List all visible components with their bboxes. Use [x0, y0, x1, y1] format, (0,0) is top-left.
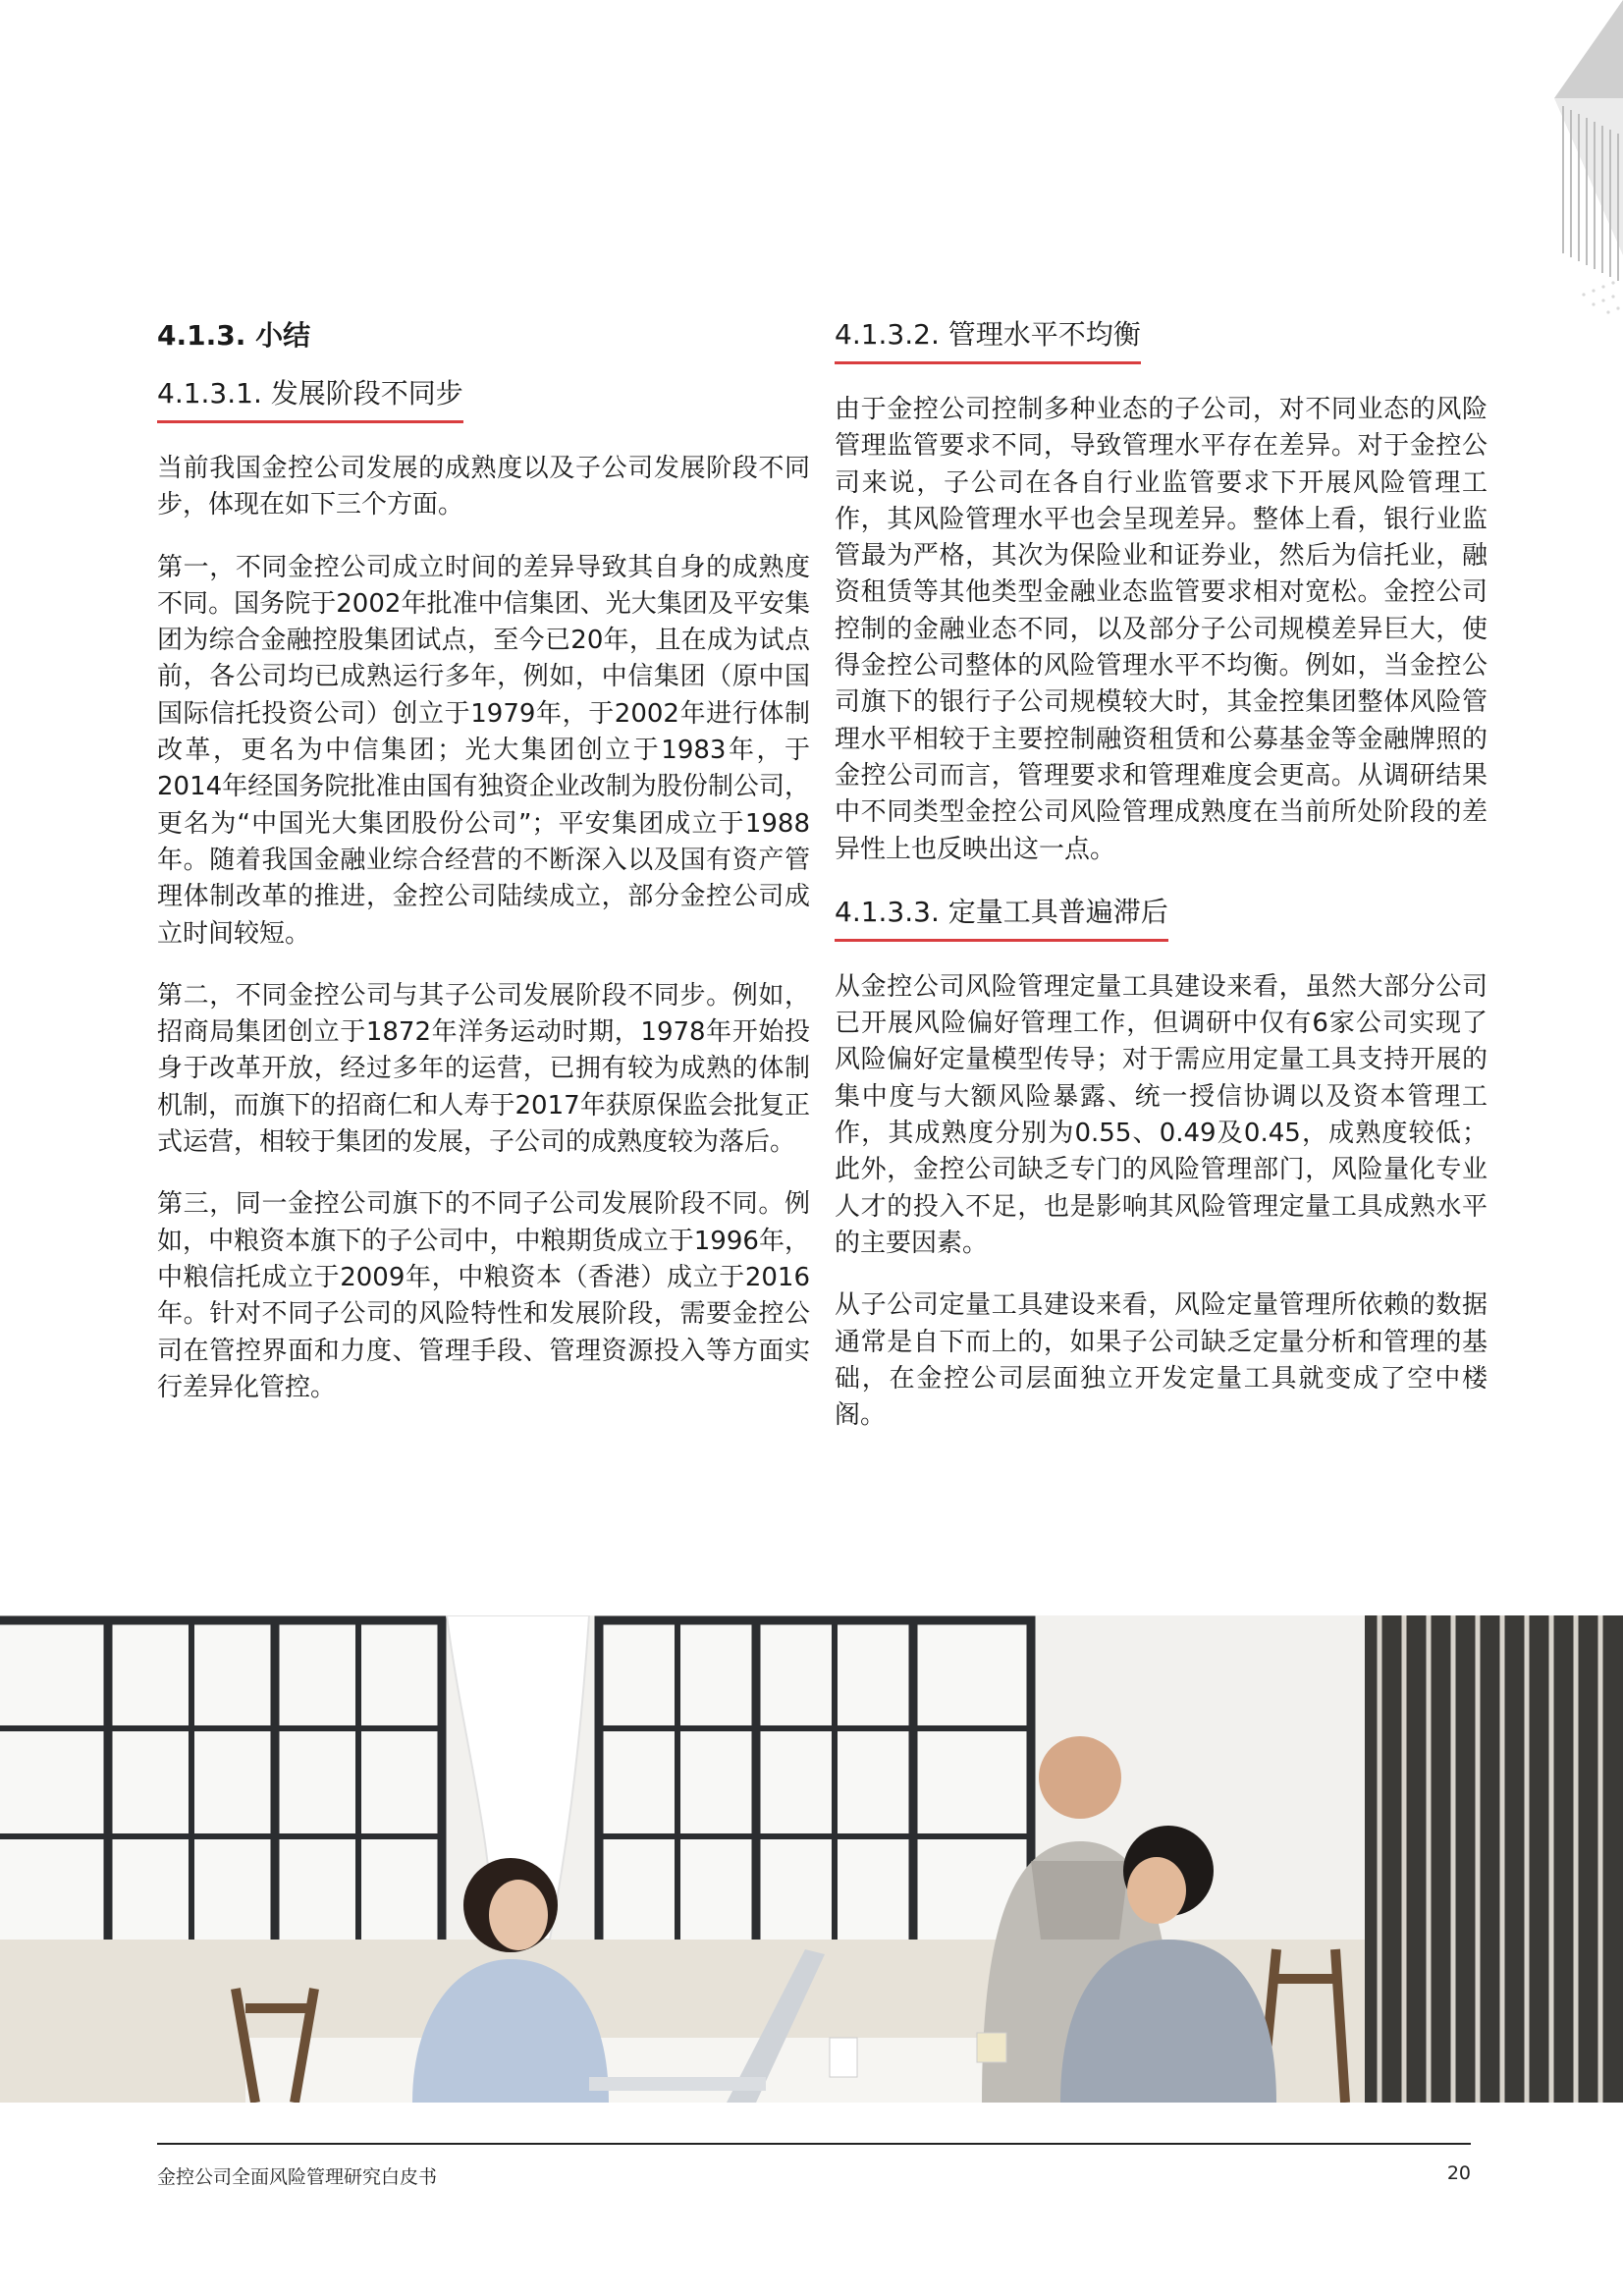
- office-photo: [0, 1615, 1623, 2103]
- subsection-1-paragraph: 当前我国金控公司发展的成熟度以及子公司发展阶段不同步，体现在如下三个方面。: [157, 454, 810, 520]
- corner-decoration: [1525, 0, 1623, 324]
- subsection-3-paragraph: 从子公司定量工具建设来看，风险定量管理所依赖的数据通常是自下而上的，如果子公司缺乏定量分析和管理的基础，在金控公司层面独立开发定量工具就变成了空中楼阁。: [835, 1290, 1488, 1431]
- subsection-2-heading: 4.1.3.2. 管理水平不均衡: [835, 316, 1141, 364]
- subsection-1-paragraph: 第三，同一金控公司旗下的不同子公司发展阶段不同。例如，中粮资本旗下的子公司中，中粮期货成立于1996年，中粮信托成立于2009年，中粮资本（香港）成立于2016年。针对不同子公司的风险特性和发展阶段，需要金控公司在管控界面和力度、管理手段、管理资源投入等方面实行差异化管控。: [157, 1189, 810, 1402]
- section-title: 4.1.3. 小结: [157, 319, 311, 352]
- subsection-2-heading-wrap: [835, 316, 1488, 384]
- footer-title: 金控公司全面风险管理研究白皮书: [157, 2166, 438, 2188]
- subsection-3-heading-wrap: [835, 894, 1488, 961]
- subsection-1-paragraph: 第二，不同金控公司与其子公司发展阶段不同步。例如，招商局集团创立于1872年洋务运动时期，1978年开始投身于改革开放，经过多年的运营，已拥有较为成熟的体制机制，而旗下的招商仁和人寿于2017年获原保监会批复正式运营，相较于集团的发展，子公司的成熟度较为落后。: [157, 980, 810, 1158]
- subsection-1-heading: 4.1.3.1. 发展阶段不同步: [157, 375, 463, 423]
- subsection-2-paragraph: 由于金控公司控制多种业态的子公司，对不同业态的风险管理监管要求不同，导致管理水平存在差异。对于金控公司来说，子公司在各自行业监管要求下开展风险管理工作，其风险管理水平也会呈现差异。整体上看，银行业监管最为严格，其次为保险业和证券业，然后为信托业，融资租赁等其他类型金融业态监管要求相对宽松。金控公司控制的金融业态不同，以及部分子公司规模差异巨大，使得金控公司整体的风险管理水平不均衡。例如，当金控公司旗下的银行子公司规模较大时，其金控集团整体风险管理水平相较于主要控制融资租赁和公募基金等金融牌照的金控公司而言，管理要求和管理难度会更高。从调研结果中不同类型金控公司风险管理成熟度在当前所处阶段的差异性上也反映出这一点。: [835, 395, 1488, 864]
- right-column: [835, 316, 1488, 1459]
- subsection-1-paragraph: 第一，不同金控公司成立时间的差异导致其自身的成熟度不同。国务院于2002年批准中信集团、光大集团及平安集团为综合金融控股集团试点，至今已20年，且在成为试点前，各公司均已成熟运行多年，例如，中信集团（原中国国际信托投资公司）创立于1979年，于2002年进行体制改革，更名为中信集团；光大集团创立于1983年，于2014年经国务院批准由国有独资企业改制为股份制公司，更名为“中国光大集团股份公司”；平安集团成立于1988年。随着我国金融业综合经营的不断深入以及国有资产管理体制改革的推进，金控公司陆续成立，部分金控公司成立时间较短。: [157, 552, 810, 949]
- subsection-3-heading: 4.1.3.3. 定量工具普遍滞后: [835, 894, 1168, 942]
- footer-divider: [157, 2143, 1471, 2145]
- page-number: 20: [1446, 2162, 1471, 2184]
- subsection-1-heading-wrap: [157, 375, 810, 443]
- subsection-3-paragraph: 从金控公司风险管理定量工具建设来看，虽然大部分公司已开展风险偏好管理工作，但调研中仅有6家公司实现了风险偏好定量模型传导；对于需应用定量工具支持开展的集中度与大额风险暴露、统一授信协调以及资本管理工作，其成熟度分别为0.55、0.49及0.45，成熟度较低；此外，金控公司缺乏专门的风险管理部门，风险量化专业人才的投入不足，也是影响其风险管理定量工具成熟水平的主要因素。: [835, 971, 1488, 1258]
- left-column: [157, 316, 810, 1432]
